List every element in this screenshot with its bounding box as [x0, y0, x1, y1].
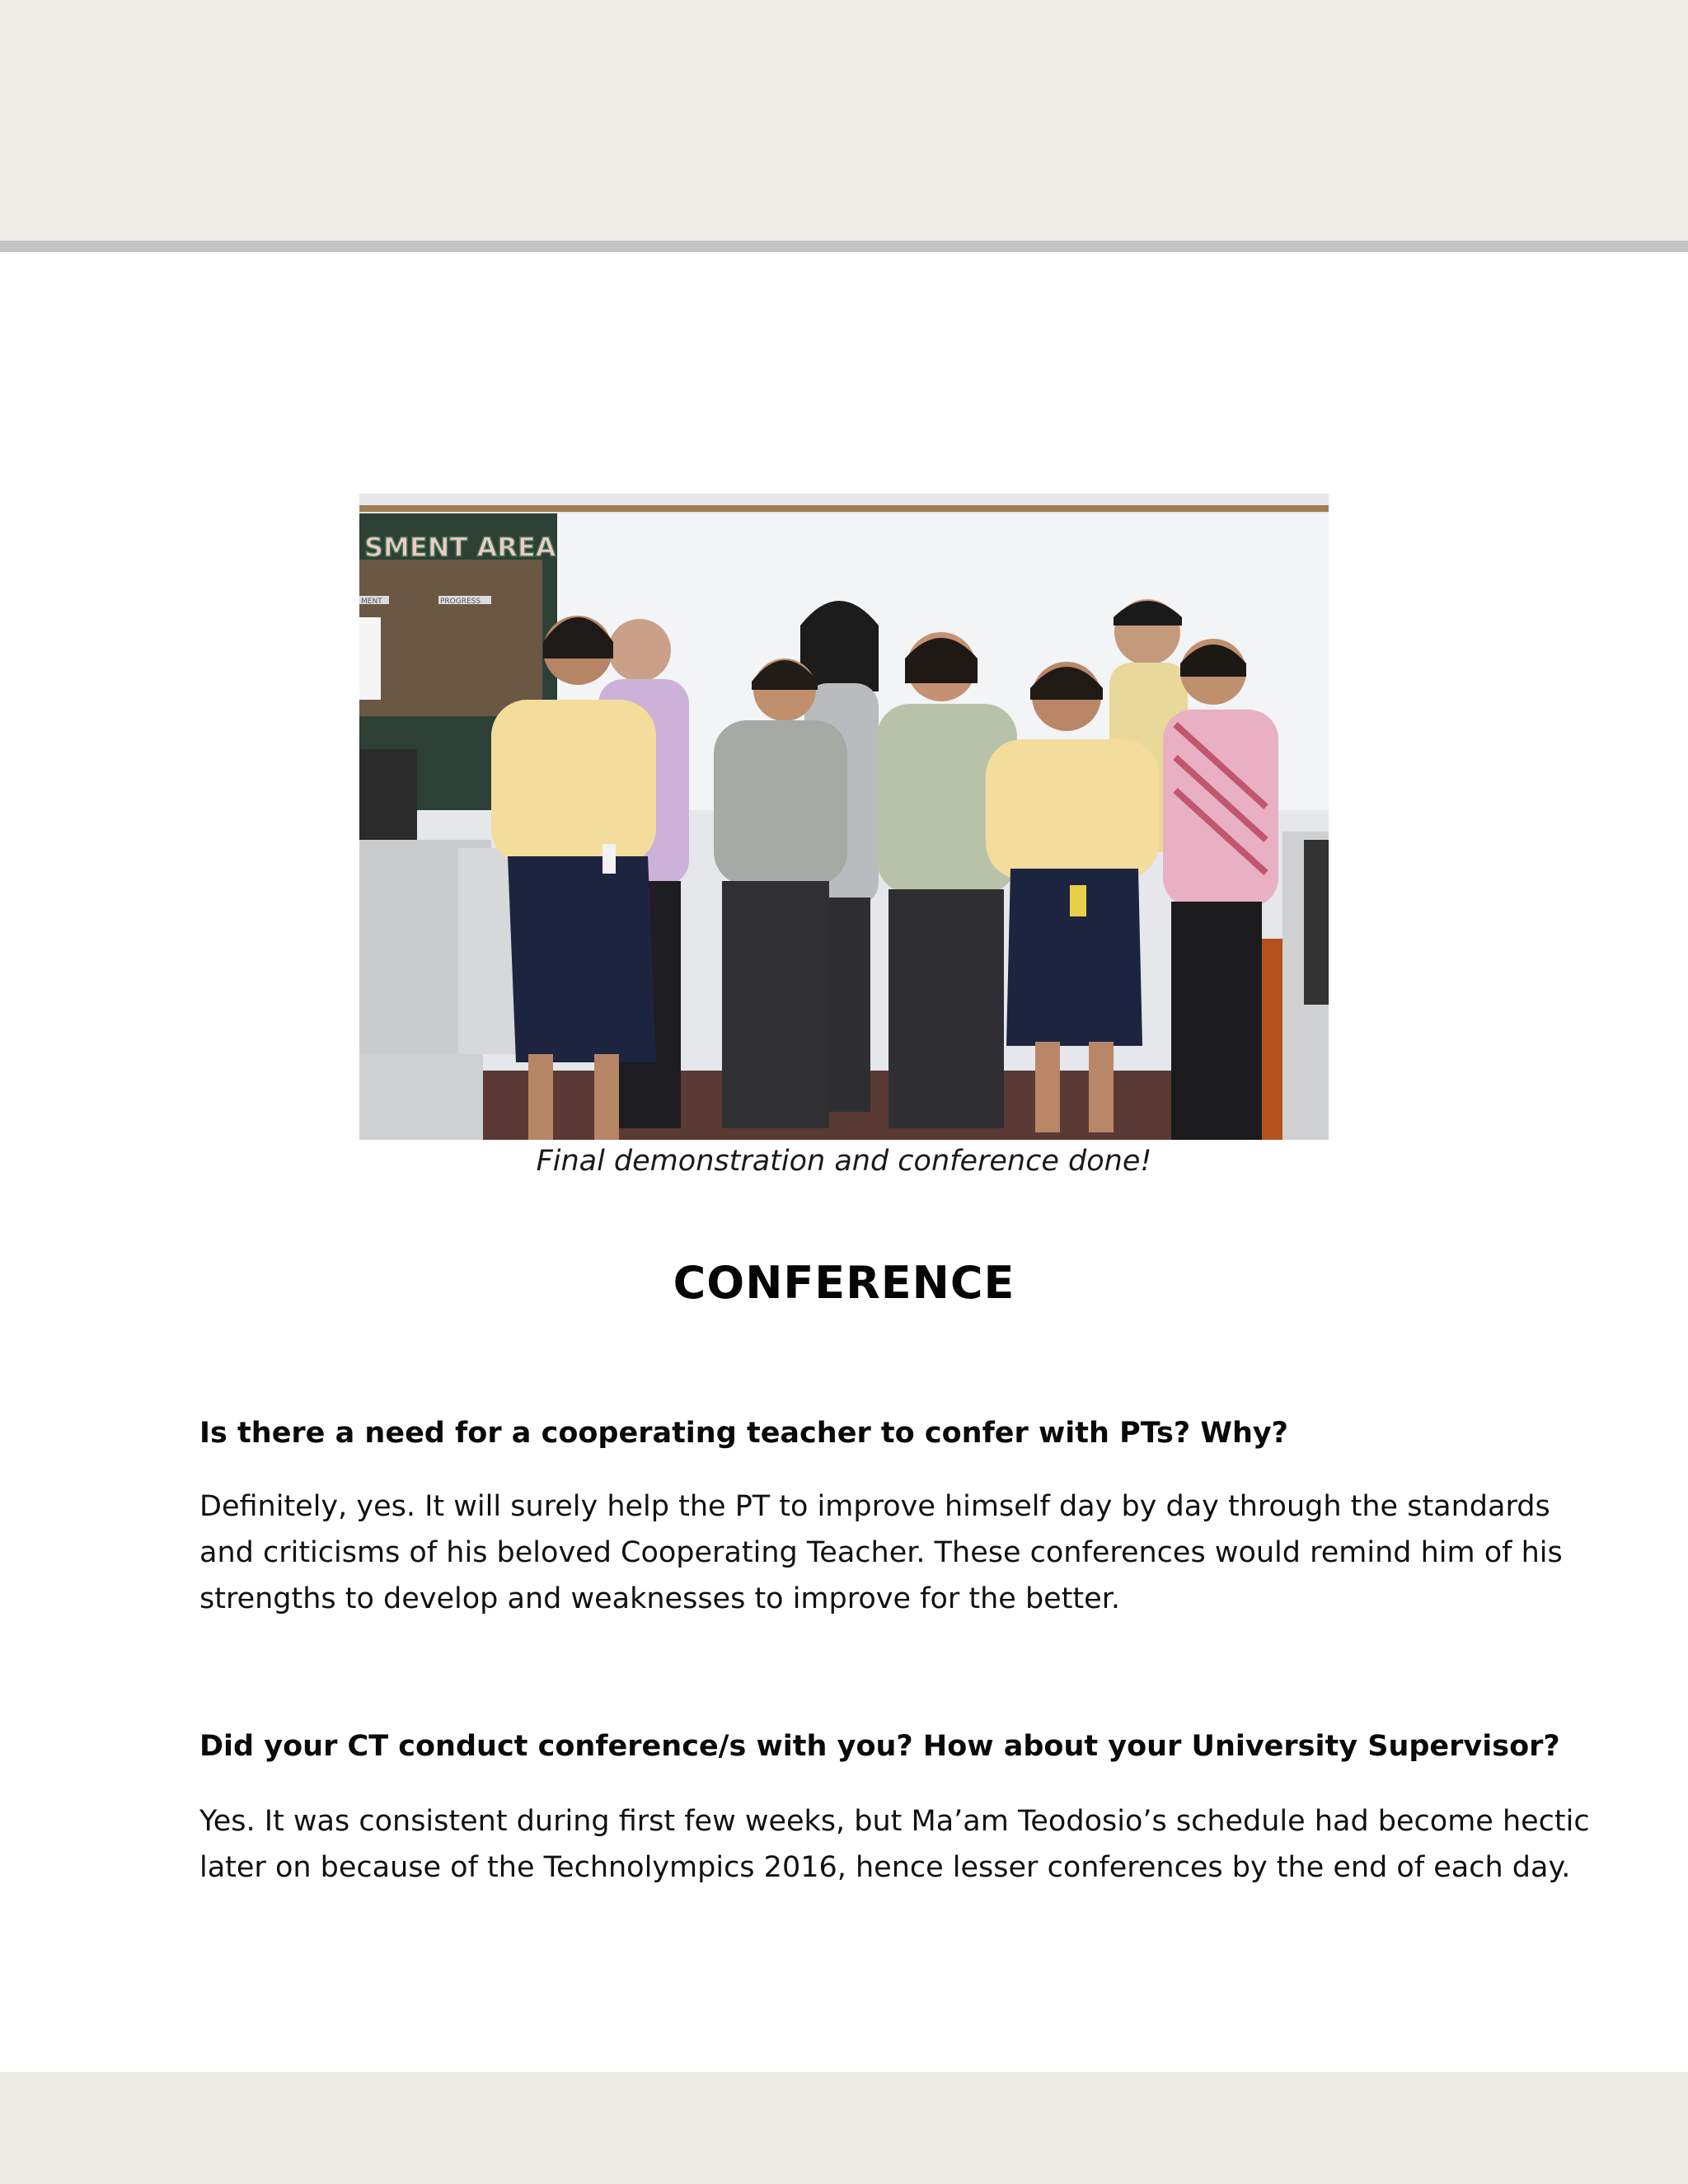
bulletin-tag-left: MENT: [361, 598, 382, 606]
page-header-band: [0, 0, 1688, 241]
answer-1-line-2: and criticisms of his beloved Cooperating Teacher. These conferences would remind him of his: [199, 1536, 1563, 1569]
group-photo: [359, 494, 1329, 1140]
answer-2-line-1: Yes. It was consistent during first few weeks, but Ma’am Teodosio’s schedule had become hectic: [199, 1805, 1590, 1838]
bulletin-banner-text: SMENT AREA: [364, 532, 556, 563]
answer-1: [199, 1483, 1563, 1622]
header-divider: [0, 241, 1688, 252]
bulletin-tag-right: PROGRESS: [440, 598, 481, 606]
page-footer-band: [0, 2072, 1688, 2184]
question-2: Did your CT conduct conference/s with you? How about your University Supervisor?: [199, 1730, 1560, 1763]
answer-1-line-1: Definitely, yes. It will surely help the PT to improve himself day by day through the standards: [199, 1490, 1550, 1523]
answer-2: [199, 1798, 1590, 1891]
answer-1-line-3: strengths to develop and weaknesses to improve for the better.: [199, 1582, 1120, 1615]
photo-caption: Final demonstration and conference done!: [536, 1145, 1152, 1178]
answer-2-line-2: later on because of the Technolympics 2016, hence lesser conferences by the end of each day.: [199, 1851, 1571, 1884]
question-1: Is there a need for a cooperating teacher to confer with PTs? Why?: [199, 1417, 1288, 1450]
section-title: CONFERENCE: [673, 1257, 1015, 1309]
